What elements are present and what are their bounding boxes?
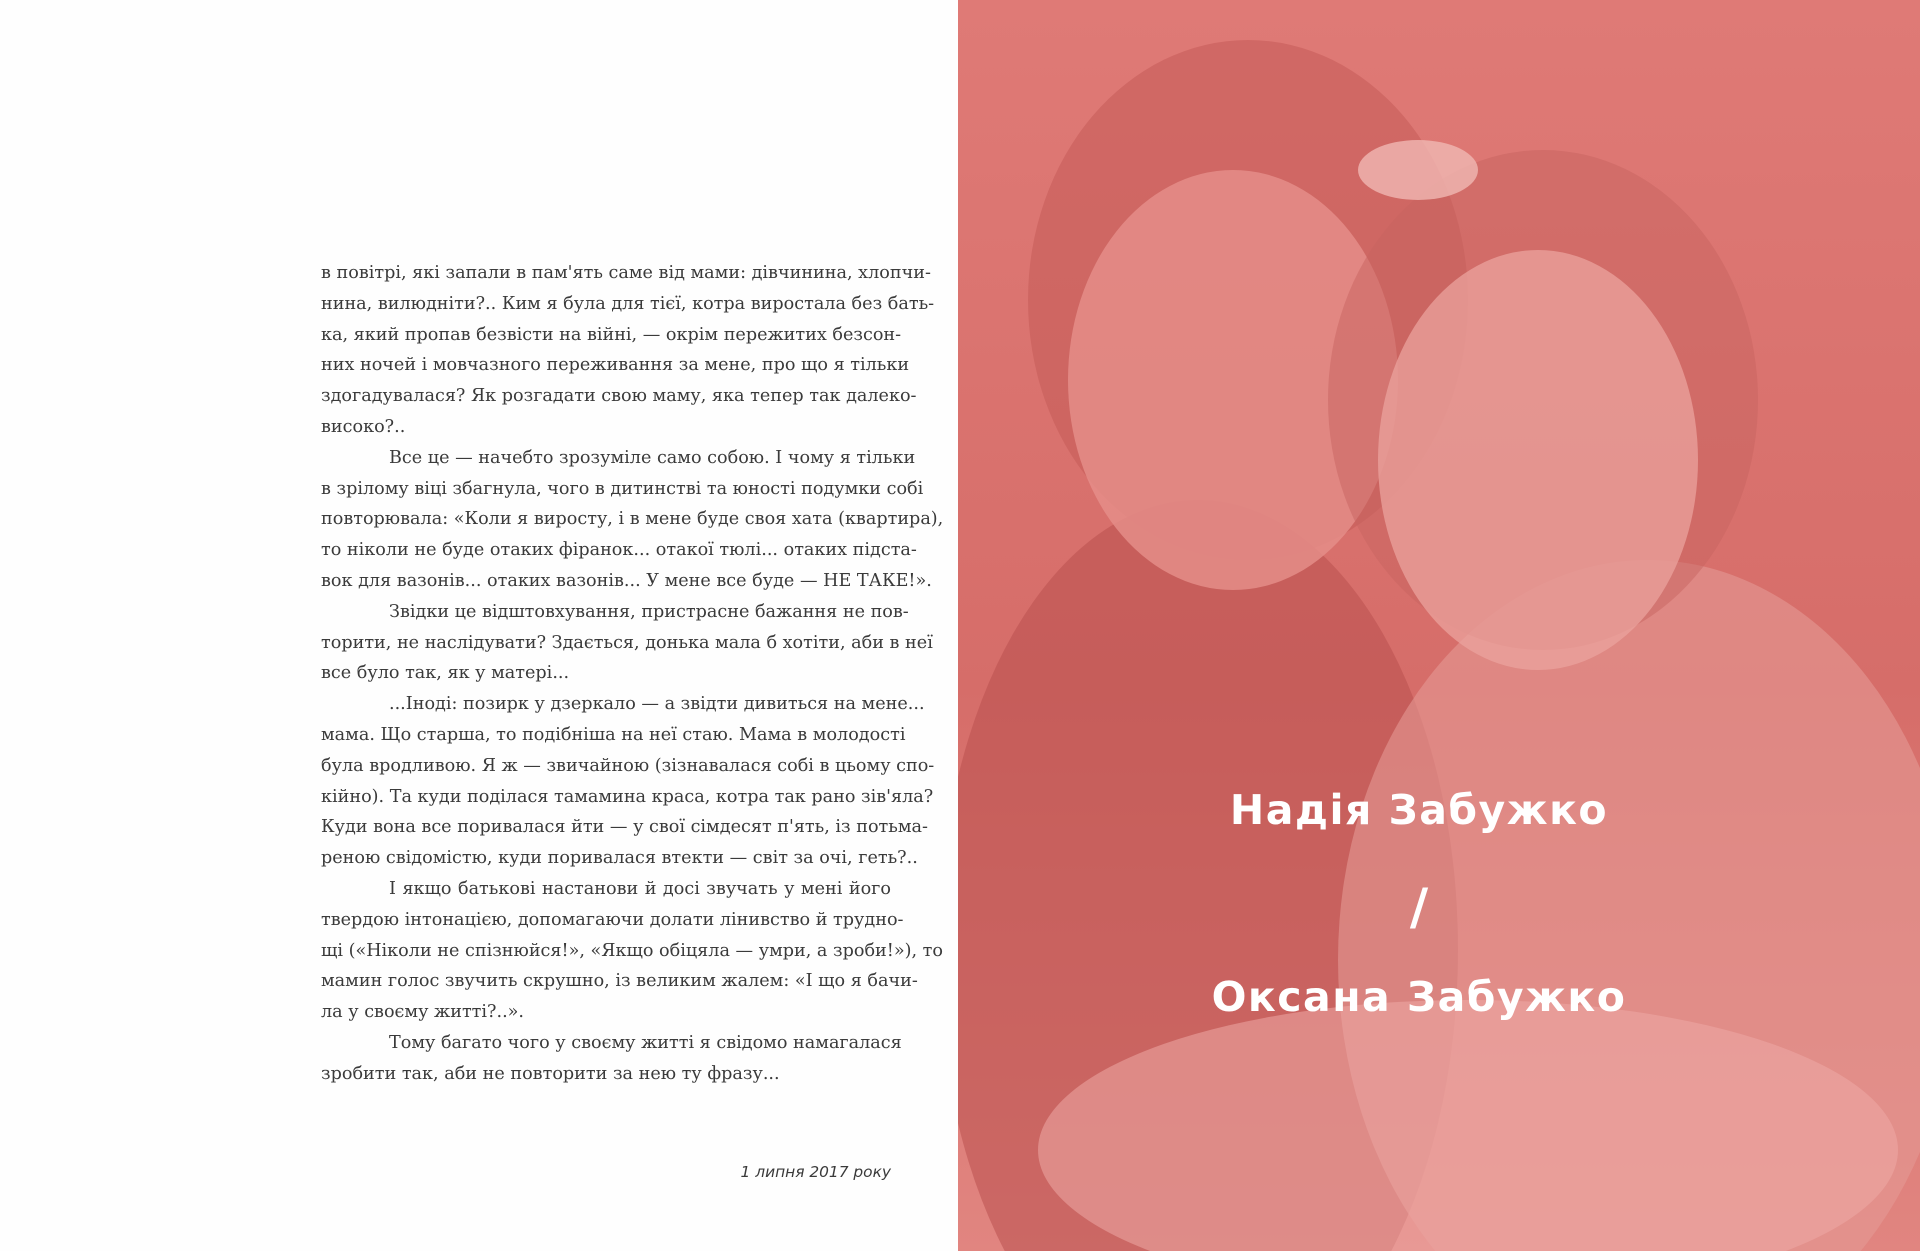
text-line: Звідки це відштовхування, пристрасне бажання не пов- (389, 601, 909, 622)
date-line: 1 липня 2017 року (740, 1163, 891, 1181)
text-line: щі («Ніколи не спізнюйся!», «Якщо обіцяла — умри, а зроби!»), то (321, 940, 943, 961)
text-line: Тому багато чого у своєму житті я свідомо намагалася (389, 1032, 902, 1053)
text-line: то ніколи не буде отаких фіранок... отакої тюлі... отаких підста- (321, 540, 917, 561)
body-text (321, 258, 944, 1090)
text-line: них ночей і мовчазного переживання за мене, про що я тільки (321, 355, 910, 376)
portrait-photo (958, 0, 1920, 1251)
text-line: нина, вилюдніти?.. Ким я була для тієї, котра виростала без бать- (321, 293, 935, 314)
author-name-2: Оксана Забужко (1211, 973, 1627, 1021)
photo-hair-bow (1358, 140, 1478, 200)
right-page (958, 0, 1920, 1251)
text-line: ла у своєму житті?..». (321, 1002, 525, 1023)
text-line: Куди вона все поривалася йти — у свої сімдесят п'ять, із потьма- (321, 817, 928, 838)
author-separator: / (1409, 878, 1429, 936)
text-line: реною свідомістю, куди поривалася втекти — світ за очі, геть?.. (321, 848, 918, 869)
text-line: високо?.. (321, 416, 406, 437)
author-name-1: Надія Забужко (1229, 786, 1609, 834)
text-line: торити, не наслідувати? Здається, донька мала б хотіти, аби в неї (321, 632, 933, 653)
text-line: в повітрі, які запали в пам'ять саме від мами: дівчинина, хлопчи- (321, 263, 931, 283)
text-line: зробити так, аби не повторити за нею ту фразу... (321, 1063, 780, 1084)
text-line: Все це — начебто зрозуміле само собою. І чому я тільки (389, 447, 916, 468)
text-line: була вродливою. Я ж — звичайною (зізнавалася собі в цьому спо- (321, 755, 935, 776)
text-line: ...Іноді: позирк у дзеркало — а звідти дивиться на мене... (389, 694, 925, 715)
text-line: І якщо батькові настанови й досі звучать у мені його (389, 878, 891, 899)
photo-face-right (1378, 250, 1698, 670)
text-line: твердою інтонацією, допомагаючи долати лінивство й трудно- (321, 909, 904, 930)
text-line: вок для вазонів... отаких вазонів... У мене все буде — НЕ ТАКЕ!». (321, 570, 932, 591)
text-line: повторювала: «Коли я виросту, і в мене буде своя хата (квартира), (321, 509, 944, 530)
left-page (0, 0, 958, 1251)
text-line: здогадувалася? Як розгадати свою маму, яка тепер так далеко- (321, 386, 917, 407)
text-line: в зрілому віці збагнула, чого в дитинстві та юності подумки собі (321, 478, 924, 499)
text-line: ка, який пропав безвісти на війні, — окрім пережитих безсон- (321, 324, 902, 345)
text-line: мамин голос звучить скрушно, із великим жалем: «І що я бачи- (321, 971, 918, 992)
text-line: мама. Що старша, то подібніша на неї стаю. Мама в молодості (321, 724, 906, 745)
text-line: кійно). Та куди поділася тамамина краса, котра так рано зів'яла? (321, 786, 934, 807)
text-line: все було так, як у матері... (321, 663, 570, 684)
